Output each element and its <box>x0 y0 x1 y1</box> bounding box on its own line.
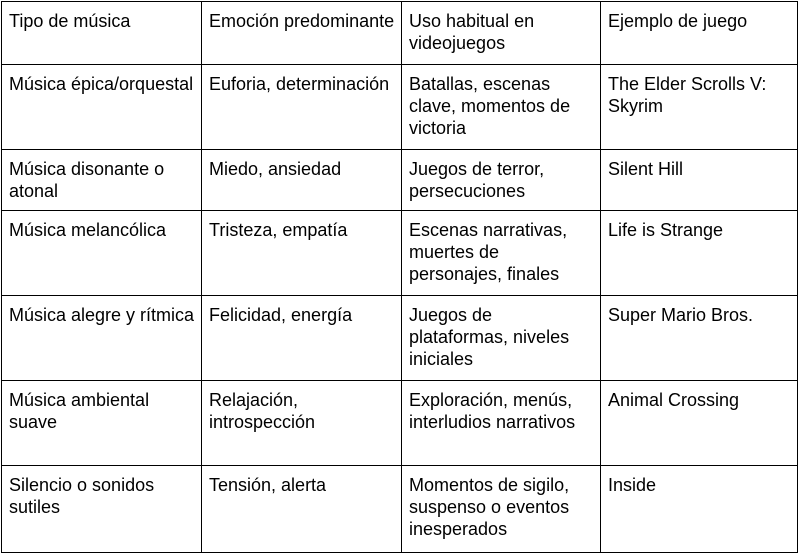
header-cell-usage: Uso habitual en videojuegos <box>402 2 601 65</box>
header-cell-music-type: Tipo de música <box>2 2 202 65</box>
cell-music-type: Música épica/orquestal <box>2 65 202 150</box>
cell-music-type: Música melancólica <box>2 211 202 296</box>
cell-music-type: Música disonante o atonal <box>2 150 202 211</box>
table-row <box>2 296 798 381</box>
table-row <box>2 211 798 296</box>
cell-example-game: The Elder Scrolls V: Skyrim <box>601 65 798 150</box>
table-row <box>2 150 798 211</box>
cell-emotion: Relajación, introspección <box>202 381 402 466</box>
cell-music-type: Música alegre y rítmica <box>2 296 202 381</box>
cell-music-type: Silencio o sonidos sutiles <box>2 466 202 553</box>
cell-music-type: Música ambiental suave <box>2 381 202 466</box>
table-row <box>2 65 798 150</box>
cell-example-game: Life is Strange <box>601 211 798 296</box>
cell-example-game: Inside <box>601 466 798 553</box>
cell-emotion: Miedo, ansiedad <box>202 150 402 211</box>
cell-emotion: Tristeza, empatía <box>202 211 402 296</box>
cell-usage: Juegos de terror, persecuciones <box>402 150 601 211</box>
header-cell-emotion: Emoción predominante <box>202 2 402 65</box>
header-cell-example-game: Ejemplo de juego <box>601 2 798 65</box>
cell-emotion: Felicidad, energía <box>202 296 402 381</box>
table-row <box>2 466 798 553</box>
cell-example-game: Animal Crossing <box>601 381 798 466</box>
cell-example-game: Super Mario Bros. <box>601 296 798 381</box>
table-row <box>2 381 798 466</box>
music-emotion-table <box>1 1 798 553</box>
cell-usage: Momentos de sigilo, suspenso o eventos inesperados <box>402 466 601 553</box>
cell-emotion: Tensión, alerta <box>202 466 402 553</box>
cell-usage: Juegos de plataformas, niveles iniciales <box>402 296 601 381</box>
cell-usage: Escenas narrativas, muertes de personajes, finales <box>402 211 601 296</box>
cell-usage: Batallas, escenas clave, momentos de victoria <box>402 65 601 150</box>
cell-emotion: Euforia, determinación <box>202 65 402 150</box>
table-header-row <box>2 2 798 65</box>
cell-example-game: Silent Hill <box>601 150 798 211</box>
cell-usage: Exploración, menús, interludios narrativos <box>402 381 601 466</box>
